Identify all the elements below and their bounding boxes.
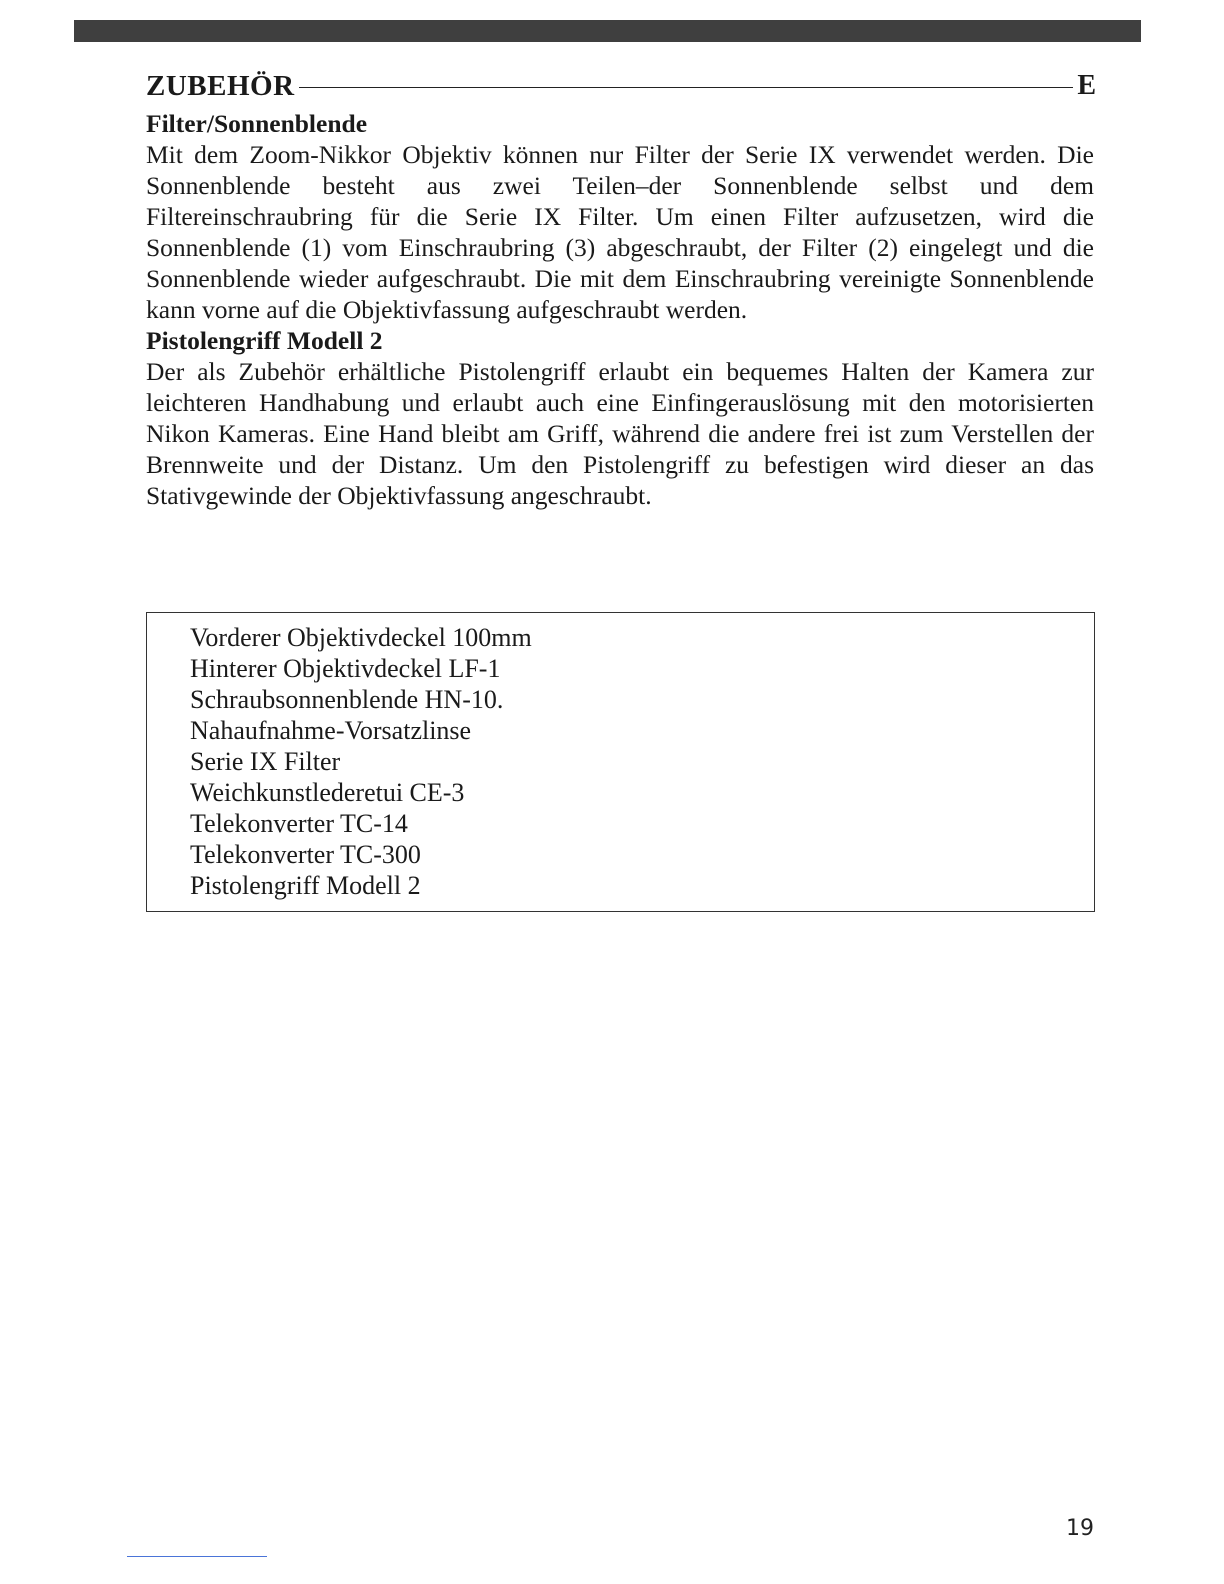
grip-heading: Pistolengriff Modell 2 (146, 326, 383, 355)
accessory-item: Serie IX Filter (190, 747, 341, 776)
top-bar (74, 20, 1141, 42)
accessory-item: Pistolengriff Modell 2 (190, 871, 421, 900)
section-title: ZUBEHÖR (146, 69, 295, 102)
main-content (146, 108, 1094, 511)
header-rule (299, 87, 1074, 88)
accessory-item: Vorderer Objektivdeckel 100mm (190, 623, 532, 652)
footer-rule (127, 1556, 267, 1557)
grip-paragraph: Der als Zubehör erhältliche Pistolengriff erlaubt ein bequemes Halten der Kamera zur leichteren Handhabung und erlaubt auch eine Einfingerauslösung mit den motorisierten Nikon Kameras. Eine Hand bleibt am Griff, während die andere frei ist zum Verstellen der Brennweite und der Distanz. Um den Pistolengriff zu befestigen wird dieser an das Stativgewinde der Objektivfassung angeschraubt. (146, 357, 1094, 510)
filter-heading: Filter/Sonnenblende (146, 109, 368, 138)
accessory-item: Telekonverter TC-14 (190, 809, 408, 838)
page-number: 19 (1066, 1516, 1094, 1541)
accessory-item: Telekonverter TC-300 (190, 840, 421, 869)
accessory-item: Hinterer Objektivdeckel LF-1 (190, 654, 501, 683)
accessory-item: Schraubsonnenblende HN-10. (190, 685, 504, 714)
accessory-item: Weichkunstlederetui CE-3 (190, 778, 465, 807)
accessory-item: Nahaufnahme-Vorsatzlinse (190, 716, 472, 745)
accessory-box (146, 612, 1095, 912)
page-header (146, 66, 1096, 106)
section-letter: E (1077, 70, 1096, 101)
accessory-list (147, 613, 1094, 901)
filter-paragraph: Mit dem Zoom-Nikkor Objektiv können nur Filter der Serie IX verwendet werden. Die Sonnenblende besteht aus zwei Teilen–der Sonnenblende selbst und dem Filtereinschraubring für die Serie IX Filter. Um einen Filter aufzusetzen, wird die Sonnenblende (1) vom Einschraubring (3) abgeschraubt, der Filter (2) eingelegt und die Sonnenblende wieder aufgeschraubt. Die mit dem Einschraubring vereinigte Sonnenblende kann vorne auf die Objektivfassung aufgeschraubt werden. (146, 140, 1094, 324)
